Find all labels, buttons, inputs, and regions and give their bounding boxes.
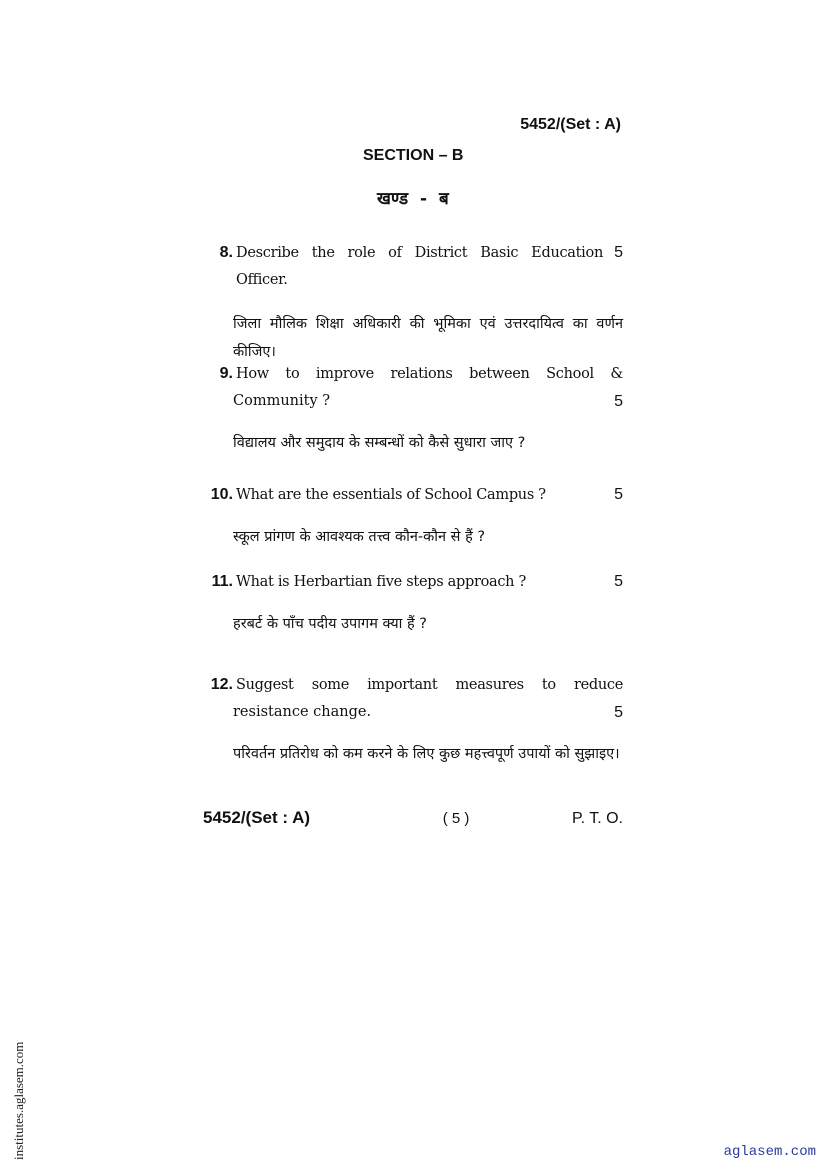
question-9 — [203, 361, 623, 457]
corner-watermark: aglasem.com — [723, 1144, 816, 1160]
side-watermark: institutes.aglasem.com — [11, 1041, 26, 1160]
paper-code-footer: 5452/(Set : A) — [203, 808, 311, 827]
question-text-english: What are the essentials of School Campus ? — [236, 487, 546, 503]
page-number: ( 5 ) — [442, 810, 470, 827]
section-title-hindi: खण्ड - ब — [377, 189, 449, 209]
question-text-hindi: विद्यालय और समुदाय के सम्बन्धों को कैसे सुधारा जाए ? — [233, 435, 526, 451]
question-text-english: How to improve relations between School & — [236, 366, 623, 382]
question-text-english: What is Herbartian five steps approach ? — [236, 574, 527, 590]
question-number: 11. — [211, 573, 233, 590]
question-number: 12. — [210, 676, 233, 693]
question-text-english-continued: resistance change. — [233, 704, 372, 720]
question-marks: 5 — [614, 393, 623, 410]
question-8 — [203, 240, 623, 366]
section-title: SECTION – B — [363, 147, 464, 164]
question-marks: 5 — [614, 244, 623, 261]
question-text-english: Suggest some important measures to reduce — [236, 677, 623, 693]
please-turn-over: P. T. O. — [572, 810, 623, 827]
question-10 — [203, 482, 623, 551]
question-11 — [203, 569, 623, 638]
page-footer — [203, 808, 623, 828]
paper-code-header: 5452/(Set : A) — [520, 116, 621, 133]
question-text-hindi: स्कूल प्रांगण के आवश्यक तत्त्व कौन-कौन से हैं ? — [233, 529, 486, 545]
question-text-english: Describe the role of District Basic Education Officer. — [236, 245, 603, 288]
question-number: 8. — [219, 244, 233, 261]
question-text-hindi: परिवर्तन प्रतिरोध को कम करने के लिए कुछ महत्त्वपूर्ण उपायों को सुझाइए। — [233, 746, 620, 762]
question-marks: 5 — [614, 573, 623, 590]
question-number: 10. — [210, 486, 233, 503]
question-text-hindi: जिला मौलिक शिक्षा अधिकारी की भूमिका एवं उत्तरदायित्व का वर्णन कीजिए। — [233, 316, 623, 360]
question-number: 9. — [219, 365, 233, 382]
question-12 — [203, 672, 623, 768]
question-marks: 5 — [614, 704, 623, 721]
question-text-english-continued: Community ? — [233, 393, 331, 409]
question-text-hindi: हरबर्ट के पाँच पदीय उपागम क्या हैं ? — [233, 616, 428, 632]
question-marks: 5 — [614, 486, 623, 503]
